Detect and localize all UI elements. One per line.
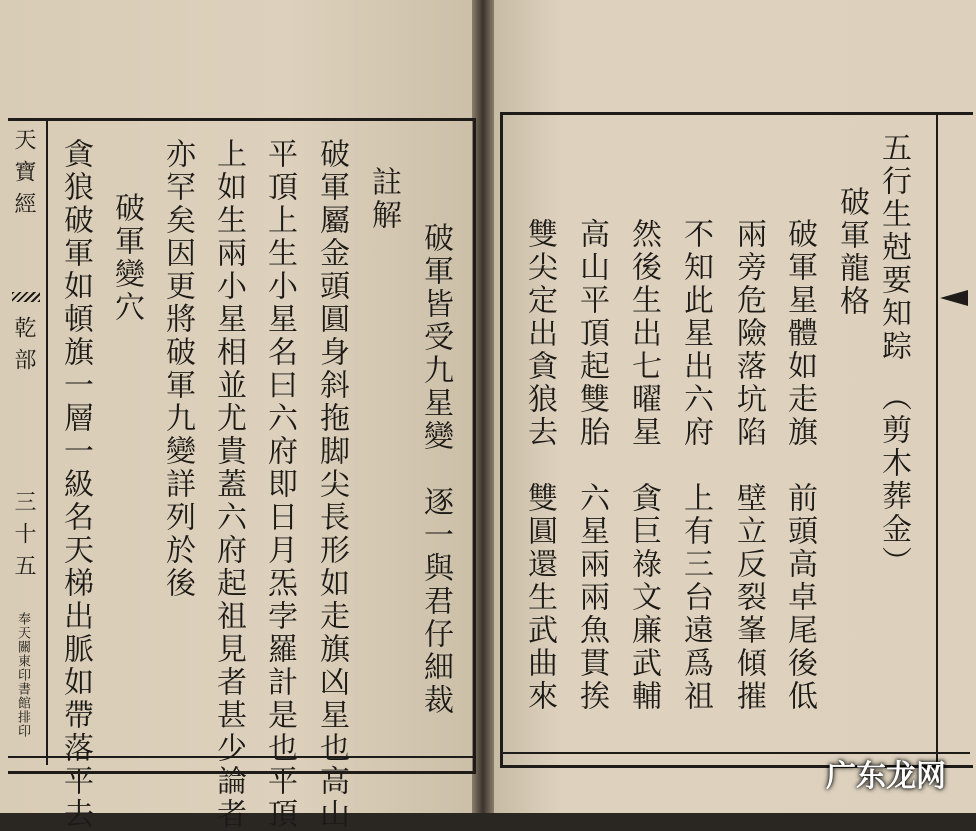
right-col-5: 不知此星出六府 上有三台遠爲祖 (678, 218, 713, 713)
left-col-1: 破軍皆受九星變 逐一與君仔細裁 (418, 222, 453, 717)
left-col-6: 亦罕矣因更將破軍九變詳列於後 (160, 138, 195, 600)
right-col-4: 兩旁危險落坑陷 壁立反裂峯傾摧 (731, 218, 766, 713)
left-col-4: 平頂上生小星名曰六府即日月炁孛羅計是也平頂 (262, 138, 297, 831)
margin-section: 乾部 (11, 316, 36, 380)
left-col-5: 上如生兩小星相並尤貴蓋六府起祖見者甚少論者 (211, 138, 246, 831)
right-col-1: 五行生尅要知踪 （剪木葬金） (876, 132, 911, 579)
margin-page-number: 三十五 (11, 490, 36, 586)
left-col-7: 破軍變穴 (109, 192, 144, 324)
margin-book-title: 天寶經 (11, 128, 36, 224)
margin-fishtail-mark (12, 292, 40, 302)
left-col-8: 貪狼破軍如頓旗一層一級名天梯出脈如帶落平去 (58, 138, 93, 831)
right-col-8: 雙尖定出貪狼去 雙圓還生武曲來 (522, 218, 557, 713)
right-col-7: 高山平頂起雙胎 六星兩兩魚貫挨 (574, 218, 609, 713)
left-col-2: 註解 (366, 166, 401, 232)
right-col-3: 破軍星體如走旗 前頭高卓尾後低 (782, 218, 817, 713)
left-col-3: 破軍屬金頭圓身斜拖脚尖長形如走旗凶星也高山 (314, 138, 349, 831)
site-watermark: 广东龙网 (826, 759, 946, 794)
right-fishtail-mark (940, 290, 968, 306)
margin-printer-imprint: 奉天關東印書館排印 (15, 612, 30, 738)
right-margin-rule (936, 112, 938, 765)
right-col-2: 破軍龍格 (834, 186, 869, 318)
right-col-6: 然後生出七曜星 貪巨祿文廉武輔 (626, 218, 661, 713)
